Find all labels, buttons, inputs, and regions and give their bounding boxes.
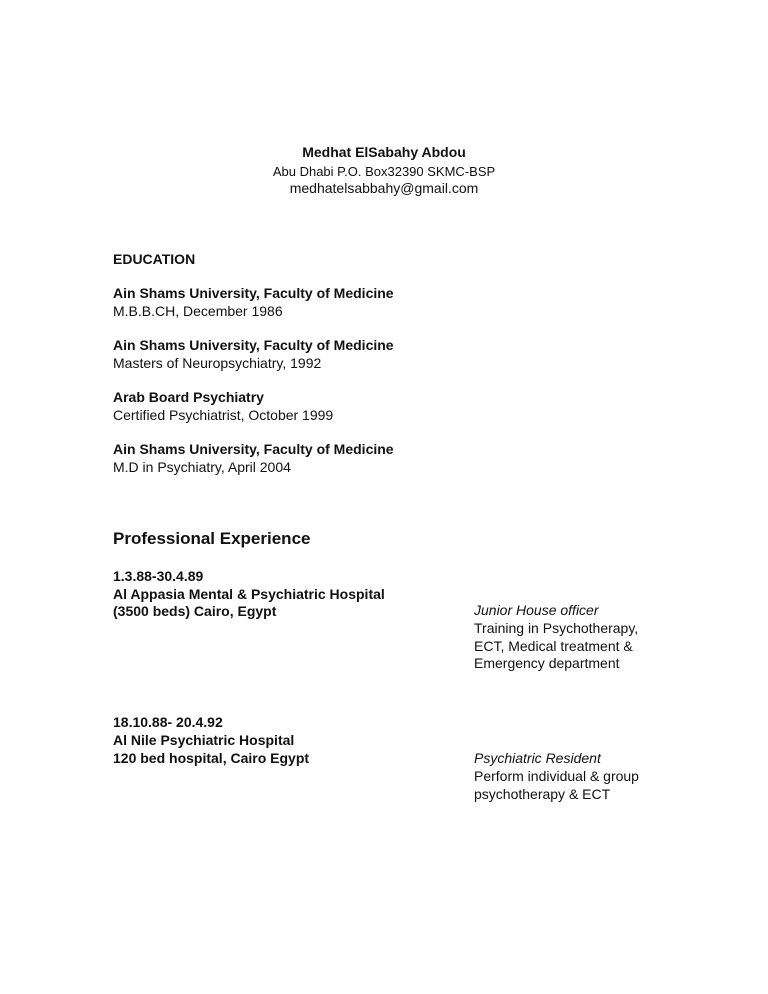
experience-description-line: Perform individual & group bbox=[474, 768, 639, 784]
experience-employer: Al Nile Psychiatric Hospital bbox=[113, 732, 295, 748]
experience-role: Psychiatric Resident bbox=[474, 750, 601, 766]
experience-description-line: Emergency department bbox=[474, 655, 620, 671]
education-institution: Arab Board Psychiatry bbox=[113, 389, 264, 405]
experience-location: 120 bed hospital, Cairo Egypt bbox=[113, 750, 310, 766]
education-heading: EDUCATION bbox=[113, 251, 196, 267]
education-detail: M.B.B.CH, December 1986 bbox=[113, 303, 283, 319]
education-institution: Ain Shams University, Faculty of Medicine bbox=[113, 441, 394, 457]
education-detail: Masters of Neuropsychiatry, 1992 bbox=[113, 355, 322, 371]
education-detail: M.D in Psychiatry, April 2004 bbox=[113, 459, 291, 475]
experience-role: Junior House officer bbox=[474, 602, 599, 618]
education-institution: Ain Shams University, Faculty of Medicine bbox=[113, 285, 394, 301]
candidate-name: Medhat ElSabahy Abdou bbox=[302, 144, 466, 160]
address: Abu Dhabi P.O. Box32390 SKMC-BSP bbox=[272, 164, 496, 179]
experience-description-line: Training in Psychotherapy, bbox=[474, 620, 639, 636]
experience-employer: Al Appasia Mental & Psychiatric Hospital bbox=[113, 586, 385, 602]
education-institution: Ain Shams University, Faculty of Medicine bbox=[113, 337, 394, 353]
education-detail: Certified Psychiatrist, October 1999 bbox=[113, 407, 334, 423]
email-address: medhatelsabbahy@gmail.com bbox=[289, 180, 479, 196]
experience-dates: 1.3.88-30.4.89 bbox=[113, 568, 204, 584]
experience-location: (3500 beds) Cairo, Egypt bbox=[113, 603, 277, 619]
experience-dates: 18.10.88- 20.4.92 bbox=[113, 714, 223, 730]
experience-heading: Professional Experience bbox=[113, 529, 311, 548]
experience-description-line: psychotherapy & ECT bbox=[474, 786, 611, 802]
experience-description-line: ECT, Medical treatment & bbox=[474, 638, 633, 654]
